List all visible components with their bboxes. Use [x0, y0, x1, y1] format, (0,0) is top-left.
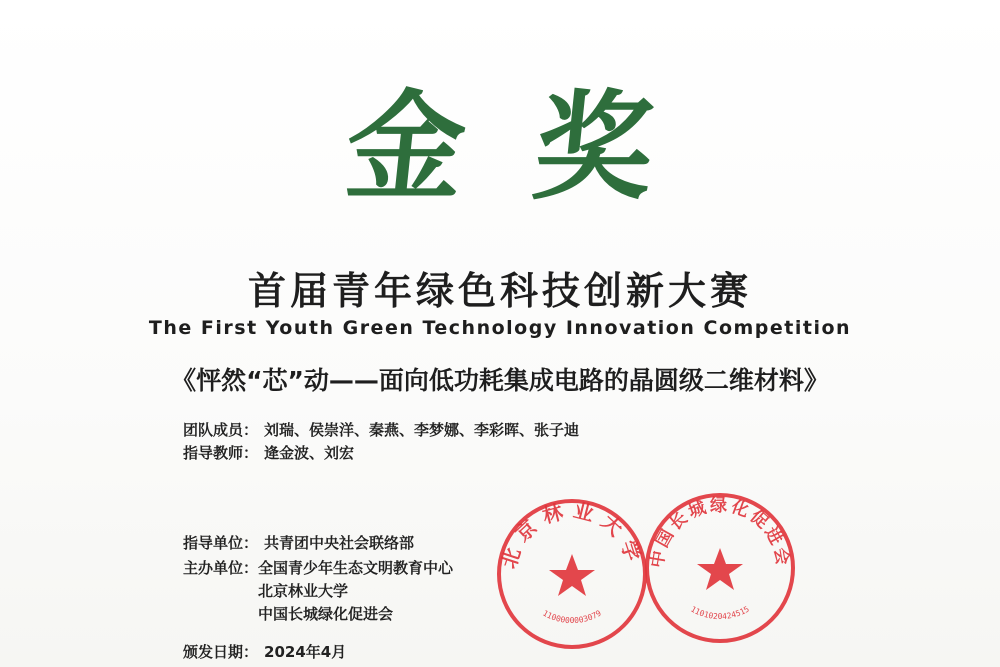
- advisors-label: 指导教师：: [183, 444, 259, 462]
- issue-date-label: 颁发日期：: [183, 643, 259, 661]
- issue-date-row: [183, 645, 346, 660]
- guide-unit-label: 指导单位：: [183, 534, 259, 552]
- guide-unit-row: [183, 536, 414, 551]
- host-unit-1: 全国青少年生态文明教育中心: [258, 559, 454, 577]
- association-seal: [642, 490, 798, 646]
- advisors-row: [183, 446, 354, 461]
- university-seal: [494, 496, 650, 652]
- university-seal-number: 1100000003079: [541, 608, 603, 626]
- association-seal-text: 中国长城绿化促进会: [647, 496, 793, 570]
- star-icon: [549, 554, 595, 596]
- guide-unit: 共青团中央社会联络部: [264, 534, 415, 552]
- competition-name-cn: 首届青年绿色科技创新大赛: [247, 269, 752, 313]
- star-icon: [697, 548, 743, 590]
- svg-text:1101020424515: [689, 604, 751, 621]
- association-seal-number: 1101020424515: [689, 604, 751, 622]
- svg-text:1100000003079: [541, 608, 603, 625]
- team-members-label: 团队成员：: [183, 421, 259, 439]
- host-unit-row: [183, 561, 258, 576]
- advisors: 逄金波、刘宏: [264, 444, 355, 462]
- team-members-row: [183, 423, 579, 438]
- competition-name-en: The First Youth Green Technology Innovation Competition: [148, 317, 852, 339]
- project-title: 《怦然“芯”动——面向低功耗集成电路的晶圆级二维材料》: [171, 366, 829, 395]
- issue-date: 2024年4月: [264, 643, 347, 661]
- host-unit-label: 主办单位：: [183, 559, 259, 577]
- team-members: 刘瑞、侯崇洋、秦燕、李梦娜、李彩晖、张子迪: [264, 421, 580, 439]
- award-title: 金奖: [339, 77, 731, 216]
- host-unit-2: 北京林业大学: [258, 582, 349, 600]
- host-unit-3: 中国长城绿化促进会: [258, 605, 394, 623]
- university-seal-text: 北京林业大学: [496, 497, 648, 572]
